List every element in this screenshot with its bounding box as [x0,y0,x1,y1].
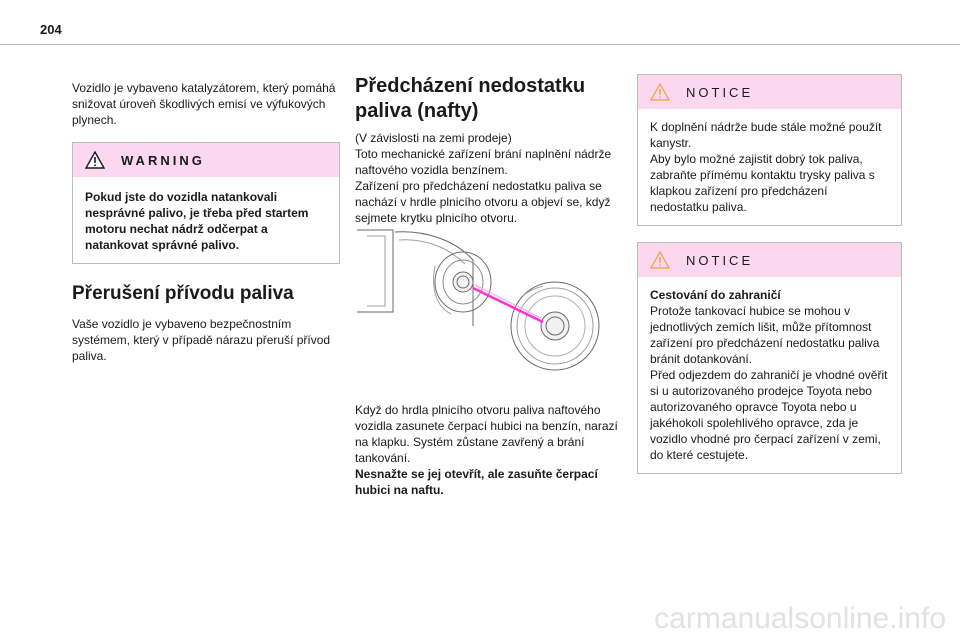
page-number: 204 [40,22,62,37]
notice-icon [650,251,670,269]
misfuel-paragraph-2: Zařízení pro předcházení nedostatku paliva se nachází v hrdle plnicího otvoru a objeví se, když sejmete krytku plnicího otvoru. [355,179,611,225]
notice-2-title: Cestování do zahraničí [650,288,781,302]
column-right [637,74,902,474]
figure-description: Když do hrdla plnicího otvoru paliva naftového vozidla zasunete čerpací hubici na benzín, narazí na klapku. Systém zůstane zavřený a brání tankování. [355,403,618,465]
fuel-filler-illustration [355,226,605,384]
notice-2-line-1: Protože tankovací hubice se mohou v jednotlivých zemích lišit, může přítomnost zařízení pro předcházení nedostatku paliva bránit dotankování. [650,304,880,366]
notice-2-label: NOTICE [686,252,754,268]
column-left [72,80,340,364]
column-middle [355,74,620,226]
misfuel-note: (V závislosti na zemi prodeje) [355,131,512,145]
intro-paragraph: Vozidlo je vybaveno katalyzátorem, který pomáhá snižovat úroveň škodlivých emisí ve výfukových plynech. [72,81,336,127]
warning-icon [85,151,105,169]
section-title-misfuel: Předcházení nedostatku paliva (nafty) [355,75,586,122]
notice-1-line-1: K doplnění nádrže bude stále možné použít kanystr. [650,120,882,150]
warning-label: WARNING [121,152,205,168]
section-title-fuel-cutoff: Přerušení přívodu paliva [72,283,294,304]
highlight-pointer [473,288,543,322]
watermark: carmanualsonline.info [654,602,946,635]
misfuel-paragraph-1: Toto mechanické zařízení brání naplnění nádrže naftového vozidla benzínem. [355,147,612,177]
notice-callout-1 [637,74,902,226]
fuel-cutoff-text: Vaše vozidlo je vybaveno bezpečnostním systémem, který v případě nárazu přeruší přívod paliva. [72,317,331,363]
figure-advice: Nesnažte se jej otevřít, ale zasuňte čerpací hubici na naftu. [355,467,598,497]
header-divider [0,44,960,45]
notice-2-header [638,243,901,277]
figure-caption [355,402,620,498]
warning-text: Pokud jste do vozidla natankovali nesprávné palivo, je třeba před startem motoru nechat nádrž odčerpat a natankovat správné palivo. [85,190,309,252]
notice-2-line-2: Před odjezdem do zahraničí je vhodné ověřit si u autorizovaného prodejce Toyota nebo autorizovaného opravce Toyota nebo u jakéhokoli spolehlivého opravce, zda je vozidlo vhodné pro čerpací zařízení v zemi, do které cestujete. [650,368,888,462]
notice-icon [650,83,670,101]
warning-header [73,143,339,177]
notice-1-label: NOTICE [686,84,754,100]
notice-1-header [638,75,901,109]
warning-callout [72,142,340,264]
notice-callout-2 [637,242,902,474]
notice-1-line-2: Aby bylo možné zajistit dobrý tok paliva, zabraňte přímému kontaktu trysky paliva s klapkou zařízení pro předcházení nedostatku paliva. [650,152,875,214]
